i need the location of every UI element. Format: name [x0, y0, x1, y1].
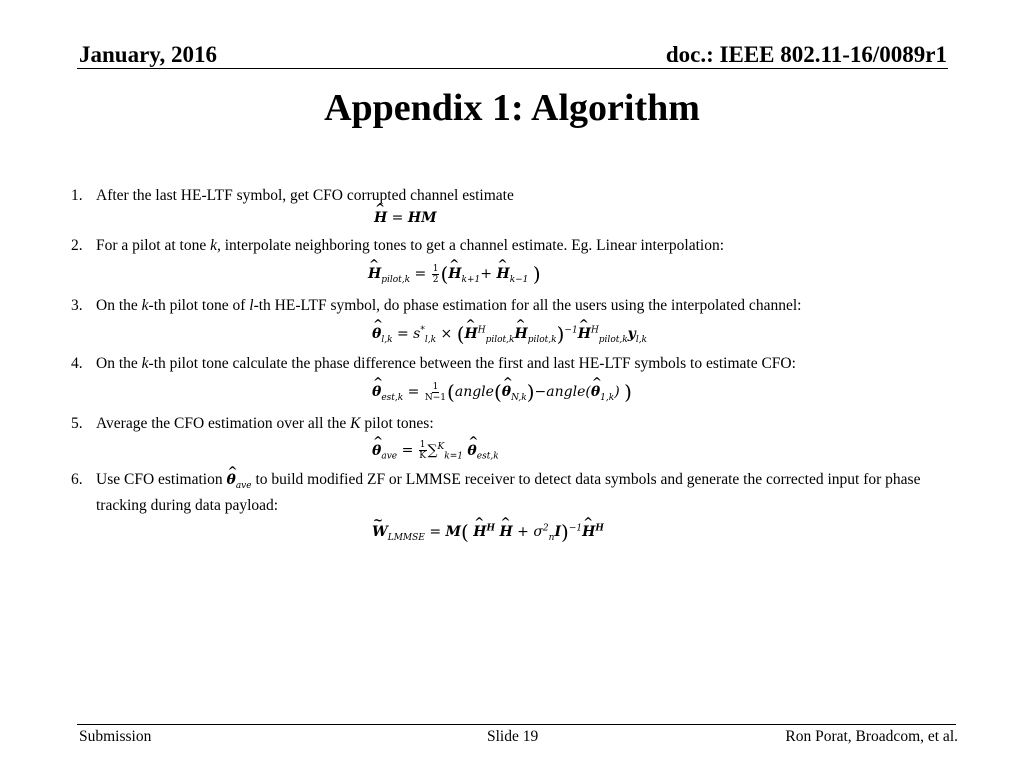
step-text: On the k-th pilot tone of l-th HE-LTF symbol, do phase estimation for all the users using the interpolated channel: [96, 297, 802, 314]
step-text: After the last HE-LTF symbol, get CFO corrupted channel estimate [96, 187, 514, 204]
footer-slide-number: Slide 19 [487, 728, 539, 745]
step-5 [71, 414, 931, 434]
step-number: 5. [71, 415, 83, 432]
step-1 [71, 186, 931, 206]
step-number: 6. [71, 471, 83, 488]
step-6 [71, 470, 931, 516]
step-3 [71, 296, 931, 316]
footer-author: Ron Porat, Broadcom, et al. [785, 728, 958, 745]
step-number: 2. [71, 237, 83, 254]
footer-rule [77, 724, 956, 725]
equation-1: ^ H = HM [374, 210, 437, 226]
step-number: 1. [71, 187, 83, 204]
equation-3: ^ $\theta_{l,k} = s^*_{l,k}$ × (^ $H^H_{pilot,k}\^{}$ $H_{pilot,k})^{-1}\^{}$ $H^H_{pilot,k}y_{l,k}$ [372, 322, 647, 346]
equation-2: ^ $H_{pilot,k}$ = $\frac{1}{2}$ (^ $H_{k+1}+$ ^ $H_{k-1}$ ) [368, 262, 541, 286]
equation-5: ^ $\theta_{ave}$ = $\frac{1}{K}$ ∑$^K_{k=1}$ ^ $\theta_{est,k}$ [372, 440, 499, 461]
step-text: On the k-th pilot tone calculate the phase difference between the first and last HE-LTF symbols to estimate CFO: [96, 355, 796, 372]
equation-6: ~ $W_{LMMSE} = M$( ^ $H^H$ ^ $H + \sigma^2_nI)^{-1}\^{}$ $H^H$ [372, 520, 604, 544]
step-2 [71, 236, 931, 256]
slide-title: Appendix 1: Algorithm [324, 87, 700, 129]
equation-4: ^ $\theta_{est,k}$ = $\frac{1}{N-1}$ (angle(^ $\theta_{N,k})-angle(\^{}$ $\theta_{1,k}$) ) [372, 380, 632, 404]
step-4 [71, 354, 931, 374]
header-date: January, 2016 [79, 42, 218, 67]
footer-submission: Submission [79, 728, 152, 745]
step-text: For a pilot at tone k, interpolate neighboring tones to get a channel estimate. Eg. Linear interpolation: [96, 237, 725, 254]
step-number: 3. [71, 297, 83, 314]
header-doc-id: doc.: IEEE 802.11-16/0089r1 [665, 42, 947, 67]
step-text: Use CFO estimation ^ $\theta_{ave}$ to build modified ZF or LMMSE receiver to detect data symbols and generate the corrected input for phase tracking during data payload: [96, 470, 931, 516]
step-number: 4. [71, 355, 83, 372]
step-text: Average the CFO estimation over all the K pilot tones: [96, 415, 434, 432]
header-rule [77, 68, 948, 69]
